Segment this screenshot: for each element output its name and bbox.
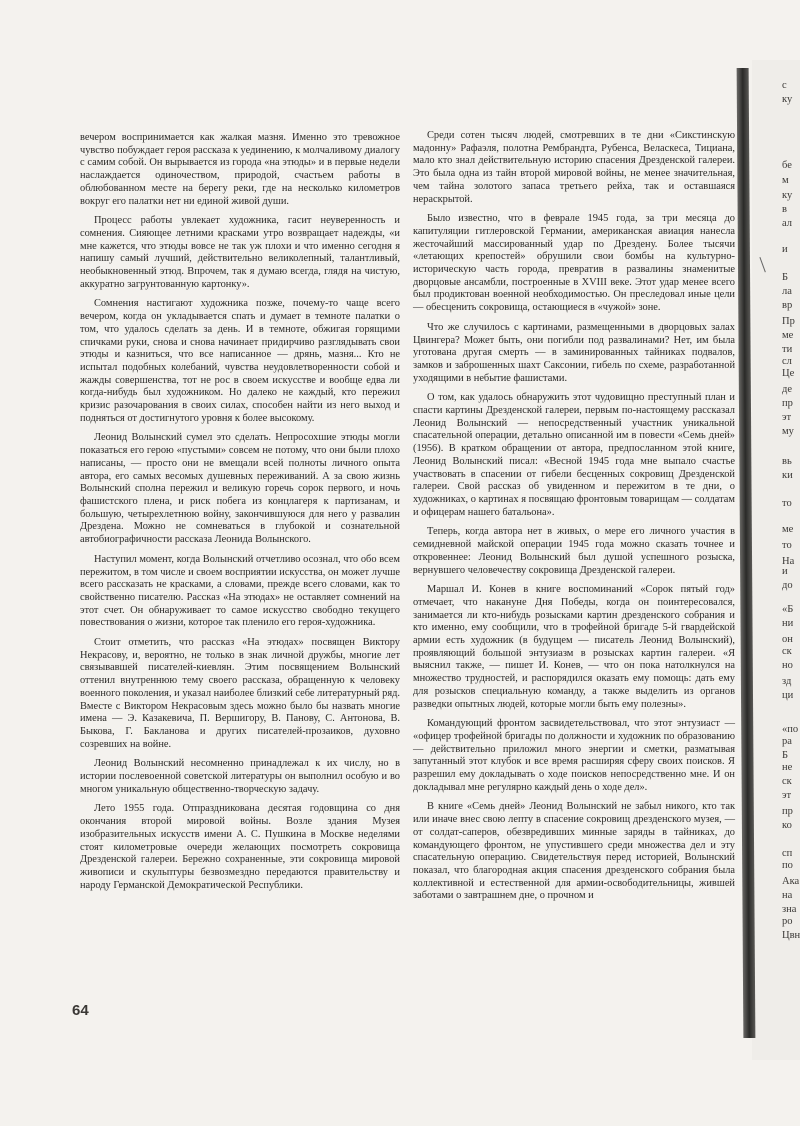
right-column xyxy=(413,130,735,910)
edge-text-fragment: на xyxy=(782,890,793,901)
edge-text-fragment: сп xyxy=(782,848,793,859)
edge-text-fragment: но xyxy=(782,660,793,671)
edge-text-fragment: в xyxy=(782,204,787,215)
edge-text-fragment: Пр xyxy=(782,316,795,327)
edge-text-fragment: и xyxy=(782,244,788,255)
edge-text-fragment: и xyxy=(782,566,788,577)
edge-text-fragment: ла xyxy=(782,286,792,297)
paragraph: Леонид Волынский сумел это сделать. Непросохшие этюды могли показаться его герою «пустыми» совсем не потому, что они были плохо написаны, — просто они не вмещали всей полноты личного опыта автора, его самых весомых душевных переживаний. А за свою жизнь Волынский сполна пережил и великую горечь сорок первого, и ночь фашистского плена, и риск побега из концлагеря к партизанам, и большую, четырехлетнюю войну, закончившуюся для него у развалин Дрездена. Можно не сомневаться в глубокой и сознательной автобиографичности рассказа Леонида Волынского. xyxy=(80,432,400,546)
edge-text-fragment: ме xyxy=(782,524,794,535)
paragraph: Среди сотен тысяч людей, смотревших в те дни «Сикстинскую мадонну» Рафаэля, полотна Рембрандта, Рубенса, Веласкеса, Тициана, мало кто знал действительную историю спасения Дрезденской галереи. Это была одна из тайн второй мировой войны, не менее значительная, чем тайна золотого запаса третьего рейха, так и оставшаяся нераскрытой. xyxy=(413,130,735,205)
edge-text-fragment: бе xyxy=(782,160,792,171)
left-column xyxy=(80,132,400,899)
edge-text-fragment: сл xyxy=(782,356,792,367)
edge-text-fragment: то xyxy=(782,498,792,509)
edge-text-fragment: эт xyxy=(782,412,792,423)
edge-text-fragment: Ака xyxy=(782,876,800,887)
edge-text-fragment: пр xyxy=(782,398,793,409)
edge-text-fragment: ск xyxy=(782,646,792,657)
paragraph: Леонид Волынский несомненно принадлежал к их числу, но в истории послевоенной советской литературы он выполнил особую и во многом уникальную общественно-творческую задачу. xyxy=(80,758,400,795)
edge-text-fragment: ро xyxy=(782,916,793,927)
paragraph: Командующий фронтом засвидетельствовал, что этот энтузиаст — «офицер трофейной бригады по должности и художник по образованию — действительно приложил много энергии и сметки, разматывая запутанный этот клубок и все время расширяя сферу своих поисков. Я разрешил ему докладывать о ходе поисков непосредственно мне. И он докладывал мне регулярно каждый день о ходе дел». xyxy=(413,718,735,793)
edge-text-fragment: пр xyxy=(782,806,793,817)
paragraph: вечером воспринимается как жалкая мазня. Именно это тревожное чувство побуждает героя рассказа к уединению, к молчаливому диалогу с самим собой. Он вырывается из города «на этюды» и в первые недели наслаждается одиночеством, природой, счастьем работы в облюбованном месте на берегу реки, где на несколько километров вокруг его палатки нет ни единой живой души. xyxy=(80,132,400,207)
adjacent-page-strip xyxy=(752,60,800,1060)
edge-text-fragment: На xyxy=(782,556,795,567)
edge-text-fragment: де xyxy=(782,384,793,395)
edge-text-fragment: зна xyxy=(782,904,797,915)
edge-text-fragment: зд xyxy=(782,676,792,687)
edge-text-fragment: вь xyxy=(782,456,792,467)
edge-text-fragment: «Б xyxy=(782,604,794,615)
edge-text-fragment: ти xyxy=(782,344,793,355)
edge-text-fragment: ал xyxy=(782,218,792,229)
edge-text-fragment: ме xyxy=(782,330,794,341)
edge-text-fragment: Б xyxy=(782,272,789,283)
edge-text-fragment: ко xyxy=(782,820,792,831)
edge-text-fragment: эт xyxy=(782,790,792,801)
paragraph: Сомнения настигают художника позже, почему-то чаще всего вечером, когда он укладывается спать и думает в темноте палатки о том, что удалось сделать за день. И в темноте, обжигая горящими спичками руки, снова и снова начинает придирчиво разглядывать свои этюды и казниться, что все написанное — дрянь, мазня... Кто не испытал подобных колебаний, чувства неудовлетворенности собой и жажды совершенства, тот не рос в своем искусстве и вообще едва ли когда-нибудь был художником. Но далеко не каждый, кто пережил кризис разочарования в своих силах, способен найти из него выход и подняться от достигнутого уровня к более высокому. xyxy=(80,298,400,424)
paragraph: Маршал И. Конев в книге воспоминаний «Сорок пятый год» отмечает, что накануне Дня Победы, когда он поинтересовался, занимается ли кто-нибудь розысками картин дрезденского собрания и кто именно, ему сообщили, что в трофейной бригаде 5-й гвардейской армии есть художник (в будущем — писатель Леонид Волынский), проявляющий большой энтузиазм в розысках картин галереи. «Я выяснил также, — пишет И. Конев, — что он пока натолкнулся на множество трудностей, и распорядился оказать ему помощь: дать ему для розысков специальную команду, а также выделить из органов разведки опытных людей, которые могли быть ему полезны». xyxy=(413,584,735,710)
edge-text-fragment: с xyxy=(782,80,787,91)
edge-text-fragment: не xyxy=(782,762,793,773)
edge-text-fragment: м xyxy=(782,175,789,186)
edge-text-fragment: «по xyxy=(782,724,799,735)
edge-text-fragment: ку xyxy=(782,94,793,105)
paragraph: Теперь, когда автора нет в живых, о мере его личного участия в семидневной майской операции 1945 года можно сказать точнее и откровеннее: Леонид Волынский был душой успешного розыска, вернувшего человечеству сокровища Дрезденской галереи. xyxy=(413,526,735,576)
paragraph: Лето 1955 года. Отпраздникована десятая годовщина со дня окончания второй мировой войны. Возле здания Музея изобразительных искусств имени А. С. Пушкина в Москве неделями стоят километровые очереди желающих посмотреть сокровища Дрезденской галереи. Бережно сохраненные, эти сокровища мировой живописи и скульптуры безвозмездно передаются правительству и народу Германской Демократической Республики. xyxy=(80,803,400,891)
edge-text-fragment: ск xyxy=(782,776,792,787)
edge-text-fragment: Цвн xyxy=(782,930,800,941)
paragraph: Стоит отметить, что рассказ «На этюдах» посвящен Виктору Некрасову, и, вероятно, не только в знак личной дружбы, многие лет связывавшей писателей-киевлян. Этим посвящением Волынский оттенил внутреннюю тему своего рассказа, обращенную к человеку военного поколения, и указал наиболее близкий себе литературный ряд. Вместе с Виктором Некрасовым здесь можно было бы назвать многие имена — Э. Казакевича, П. Вершигору, В. Панову, С. Антонова, В. Быкова, Г. Бакланова и других писателей-прозаиков, духовно созревших на войне. xyxy=(80,637,400,750)
paragraph: Что же случилось с картинами, размещенными в дворцовых залах Цвингера? Может быть, они погибли под развалинами? Нет, им была уготована другая смерть — в заминированных тайниках подвалов, замков и заброшенных шахт Саксонии, гибель по схеме, разработанной уходящими в небытие фашистами. xyxy=(413,321,735,384)
edge-text-fragment: ку xyxy=(782,190,793,201)
edge-text-fragment: му xyxy=(782,426,794,437)
edge-text-fragment: по xyxy=(782,860,793,871)
edge-text-fragment: то xyxy=(782,540,792,551)
paragraph: Наступил момент, когда Волынский отчетливо осознал, что обо всем пережитом, в том числе и своем восприятии искусства, он может лучше всего рассказать не красками, а словами, прежде всего словами, как то свойственно писателю. Рассказ «На этюдах» не оставляет сомнений на этот счет. Он обнаруживает то самое искусство свободно текущего повествования о жизни, которое так пленило его героя-художника. xyxy=(80,553,400,629)
edge-text-fragment: ци xyxy=(782,690,794,701)
paragraph: О том, как удалось обнаружить этот чудовищно преступный план и спасти картины Дрезденской галереи, первым по-настоящему рассказал Леонид Волынский — непосредственный участник уникальной спасательной операции, детально описанной им в повести «Семь дней» (1956). В кратком обращении от автора, предпосланном этой книге, Леонид Волынский писал: «Весной 1945 года мне выпало счастье участвовать в спасении от гибели бесценных сокровищ Дрезденской галереи. Свой рассказ об увиденном и пережитом в те дни, о художниках, о картинах я посвящаю фронтовым товарищам — солдатам и офицерам нашего батальона». xyxy=(413,392,735,518)
paragraph: Было известно, что в феврале 1945 года, за три месяца до капитуляции гитлеровской Германии, американская авиация нанесла жесточайший массированный удар по Дрездену. Более тысячи «летающих крепостей» обрушили свои бомбы на культурно-историческую часть города, превратив в развалины знаменитые дворцовые ансамбли, построенные в XVIII веке. Этот удар менее всего был продиктован военной необходимостью. Он преследовал иные цели — обесценить сокровища, остающиеся в «чужой» зоне. xyxy=(413,213,735,314)
edge-text-fragment: Б xyxy=(782,750,789,761)
edge-text-fragment: ра xyxy=(782,736,792,747)
edge-text-fragment: он xyxy=(782,634,793,645)
edge-text-fragment: Це xyxy=(782,368,795,379)
paragraph: В книге «Семь дней» Леонид Волынский не забыл никого, кто так или иначе внес свою лепту в спасение сокровищ дрезденского музея, — от солдат-саперов, обезвредивших минные заряды в тайниках, до командующего фронтом, не упустившего среди множества дел и эту спасательную операцию. Свидетельствуя перед историей, Волынский показал, что благородная акция спасения дрезденского собрания была коллективной и естественной для армии-освободительницы, жившей заботами о завтрашнем дне, о прочном и xyxy=(413,801,735,902)
edge-text-fragment: до xyxy=(782,580,793,591)
edge-text-fragment: вр xyxy=(782,300,793,311)
edge-text-fragment: ни xyxy=(782,618,794,629)
page-number: 64 xyxy=(72,1002,89,1019)
paragraph: Процесс работы увлекает художника, гасит неуверенность и сомнения. Сияющее летними красками утро возвращает надежды, «и мне кажется, что этюды вовсе не так уж плохи и что именно сегодня я напишу самый лучший, действительно великолепный, талантливый, необыкновенный этюд. Впрочем, так я думаю всегда, глядя на чистую, аккуратно загрунтованную картонку». xyxy=(80,215,400,290)
edge-text-fragment: ки xyxy=(782,470,793,481)
